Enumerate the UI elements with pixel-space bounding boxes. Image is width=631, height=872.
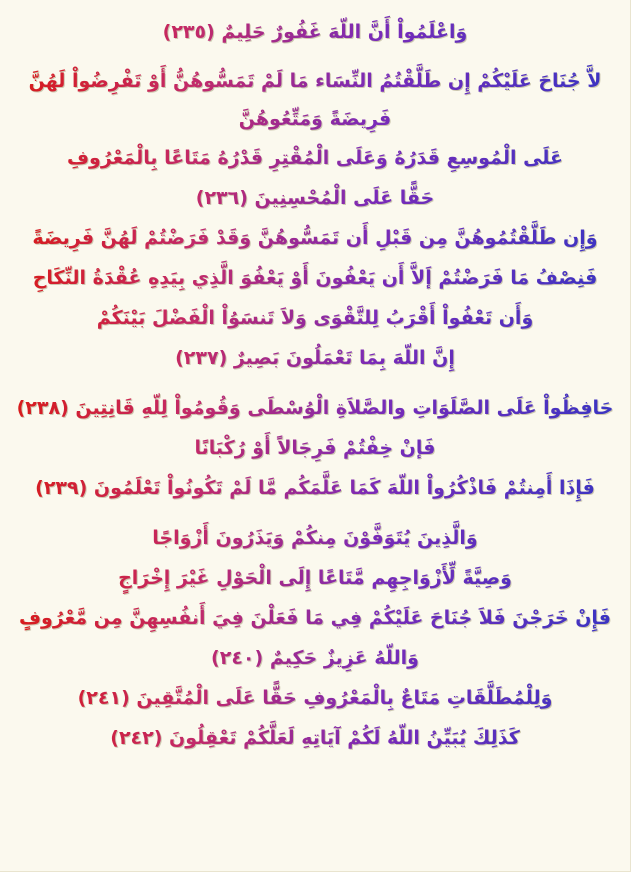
verse-line: فَنِصْفُ مَا فَرَضْتُمْ إَلاَّ أَن يَعْفُونَ أَوْ يَعْفُوَ الَّذِي بِيَدِهِ عُقْدَةُ النِّكَاحِ (15, 258, 615, 298)
verse-line: فَإِنْ خَرَجْنَ فَلاَ جُنَاحَ عَلَيْكُمْ فِي مَا فَعَلْنَ فِيَ أَنفُسِهِنَّ مِن مَّعْرُوفٍ (15, 598, 615, 638)
verse-line: وَلِلْمُطَلَّقَاتِ مَتَاعٌ بِالْمَعْرُوفِ حَقًّا عَلَى الْمُتَّقِينَ (٢٤١) (15, 678, 615, 718)
verse-line: وَأَن تَعْفُواْ أَقْرَبُ لِلتَّقْوَى وَلاَ تَنسَوُاْ الْفَضْلَ بَيْنَكُمْ (15, 298, 615, 338)
verse-line: وَاعْلَمُواْ أَنَّ اللّهَ غَفُورٌ حَلِيمٌ (٢٣٥) (15, 12, 615, 52)
verse-line: وَاللّهُ عَزِيزٌ حَكِيمٌ (٢٤٠) (15, 638, 615, 678)
verse-line: لاَّ جُنَاحَ عَلَيْكُمْ إِن طَلَّقْتُمُ النِّسَاء مَا لَمْ تَمَسُّوهُنُّ أَوْ تَفْرِضُواْ لَهُنَّ فَرِيضَةً وَمَتِّعُوهُنَّ (15, 62, 615, 138)
verse-line: إِنَّ اللّهَ بِمَا تَعْمَلُونَ بَصِيرٌ (٢٣٧) (15, 338, 615, 378)
verse-line: فَإِذَا أَمِنتُمْ فَاذْكُرُواْ اللّهَ كَمَا عَلَّمَكُم مَّا لَمْ تَكُونُواْ تَعْلَمُونَ (٢٣٩) (15, 468, 615, 508)
verse-line: حَافِظُواْ عَلَى الصَّلَوَاتِ والصَّلاَةِ الْوُسْطَى وَقُومُواْ لِلّهِ قَانِتِينَ (٢٣٨) (15, 388, 615, 428)
verse-line: عَلَى الْمُوسِعِ قَدَرُهُ وَعَلَى الْمُقْتِرِ قَدْرُهُ مَتَاعًا بِالْمَعْرُوفِ (15, 138, 615, 178)
verse-line: وَصِيَّةً لِّأَزْوَاجِهِم مَّتَاعًا إِلَى الْحَوْلِ غَيْرَ إِخْرَاجٍ (15, 558, 615, 598)
verse-line: كَذَلِكَ يُبَيِّنُ اللّهُ لَكُمْ آيَاتِهِ لَعَلَّكُمْ تَعْقِلُونَ (٢٤٢) (15, 718, 615, 758)
verse-line: حَقًّا عَلَى الْمُحْسِنِينَ (٢٣٦) (15, 178, 615, 218)
verse-line: فَإنْ خِفْتُمْ فَرِجَالاً أَوْ رُكْبَانًا (15, 428, 615, 468)
verse-line: وَإِن طَلَّقْتُمُوهُنَّ مِن قَبْلِ أَن تَمَسُّوهُنَّ وَقَدْ فَرَضْتُمْ لَهُنَّ فَرِيضَةً (15, 218, 615, 258)
verse-line: وَالَّذِينَ يُتَوَفَّوْنَ مِنكُمْ وَيَذَرُونَ أَزْوَاجًا (15, 518, 615, 558)
